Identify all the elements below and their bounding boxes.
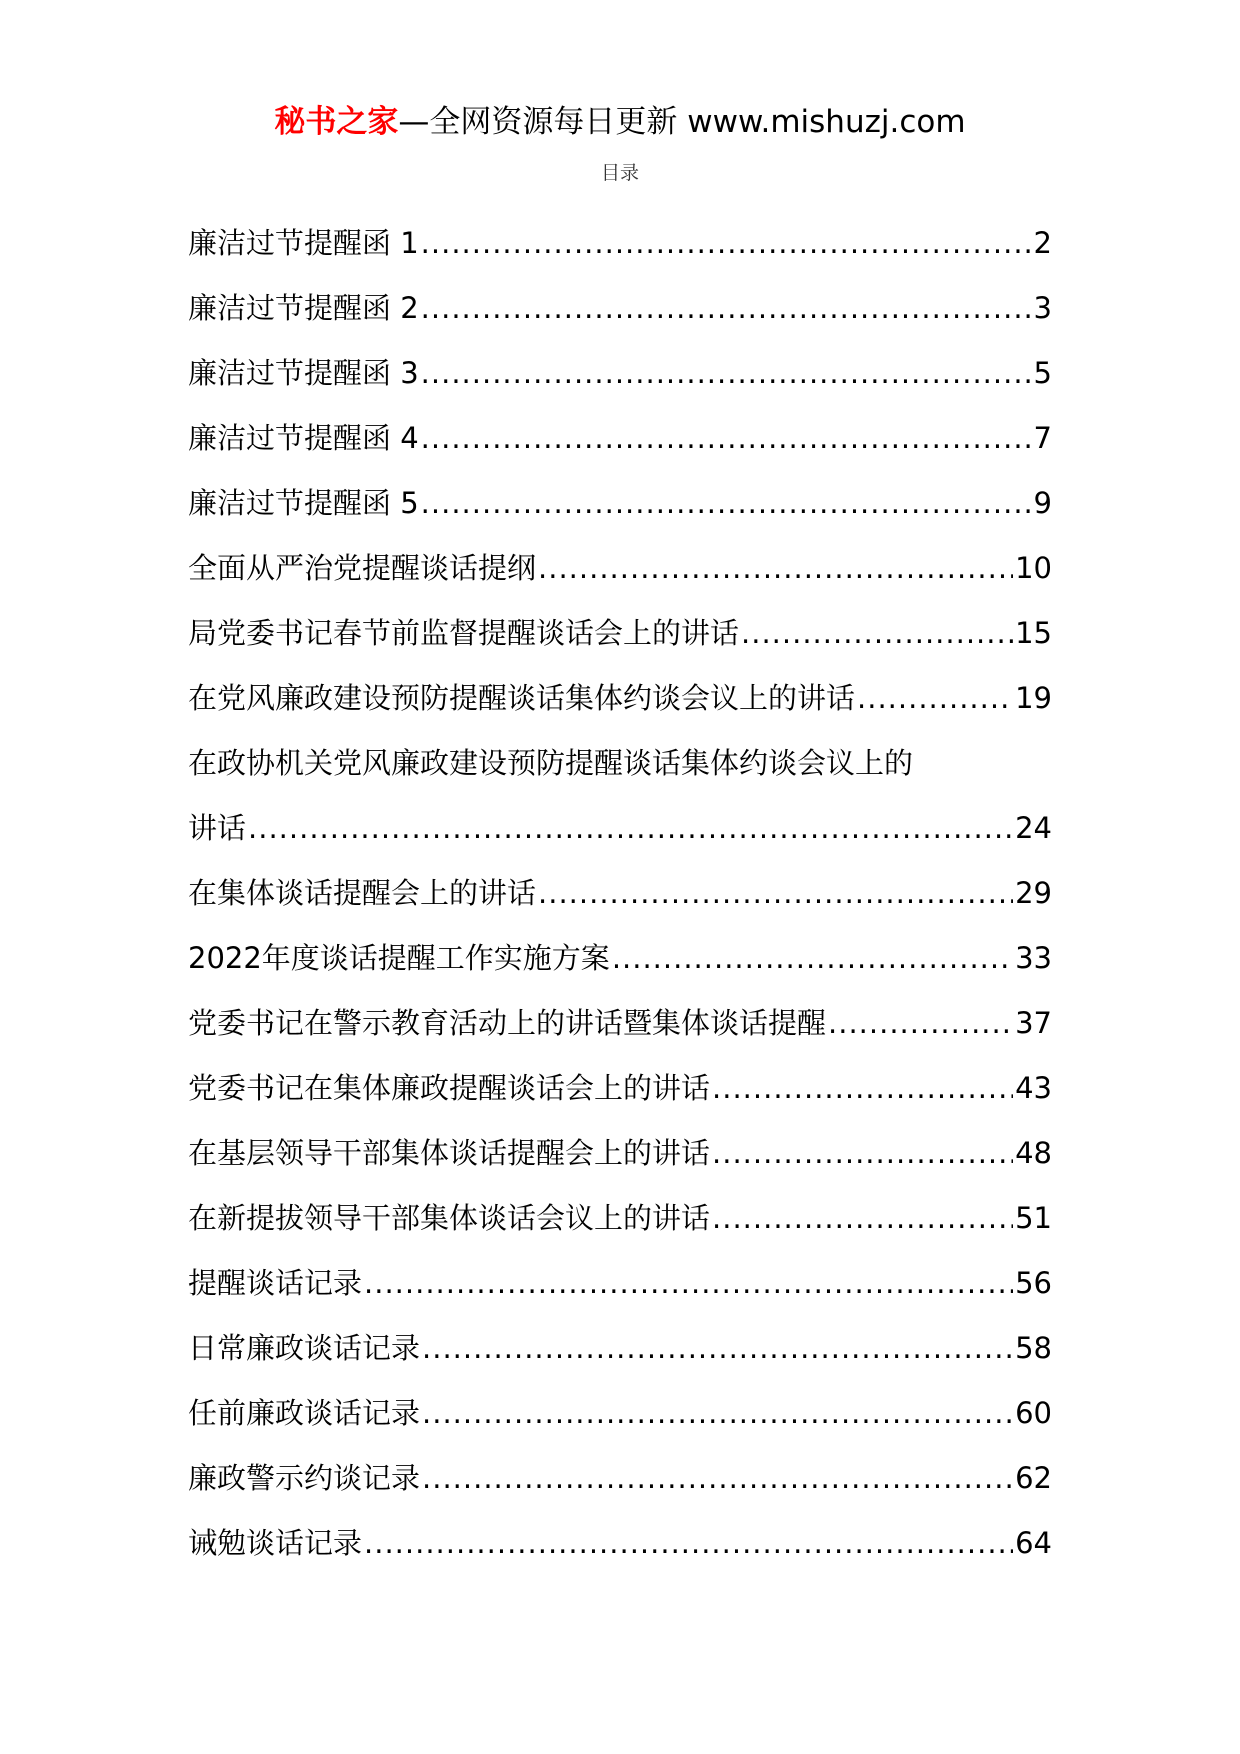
toc-entry-page: 9 <box>1033 486 1052 520</box>
toc-entry-page: 29 <box>1015 876 1052 910</box>
dot-leader <box>538 546 1013 590</box>
toc-entry[interactable] <box>188 200 1052 265</box>
toc-entry[interactable] <box>188 1305 1052 1370</box>
dot-leader <box>364 1521 1013 1565</box>
dot-leader <box>422 1326 1013 1370</box>
toc-entry-page: 51 <box>1015 1201 1052 1235</box>
toc-entry-title: 党委书记在集体廉政提醒谈话会上的讲话 <box>188 1071 711 1105</box>
table-of-contents <box>188 200 1052 1565</box>
toc-entry-page: 62 <box>1015 1461 1052 1495</box>
toc-entry-page: 5 <box>1033 356 1052 390</box>
toc-entry-title: 全面从严治党提醒谈话提纲 <box>188 551 537 585</box>
dot-leader <box>712 1066 1013 1110</box>
toc-entry-title: 局党委书记春节前监督提醒谈话会上的讲话 <box>188 616 740 650</box>
dot-leader <box>828 1001 1013 1045</box>
toc-entry-page: 2 <box>1033 226 1052 260</box>
toc-entry[interactable] <box>188 265 1052 330</box>
toc-entry-page: 19 <box>1015 681 1052 715</box>
toc-entry-page: 33 <box>1015 941 1052 975</box>
dot-leader <box>421 286 1032 330</box>
toc-entry-title: 日常廉政谈话记录 <box>188 1331 421 1365</box>
dot-leader <box>612 936 1013 980</box>
dot-leader <box>421 481 1032 525</box>
dot-leader <box>421 351 1032 395</box>
toc-entry-line1[interactable] <box>188 720 1052 785</box>
toc-entry-page: 58 <box>1015 1331 1052 1365</box>
toc-entry[interactable] <box>188 1500 1052 1565</box>
toc-entry[interactable] <box>188 980 1052 1045</box>
site-header <box>0 102 1240 142</box>
toc-entry-page: 60 <box>1015 1396 1052 1430</box>
header-tagline: —全网资源每日更新 www.mishuzj.com <box>398 104 966 140</box>
toc-entry-page: 64 <box>1015 1526 1052 1560</box>
dot-leader <box>422 1391 1013 1435</box>
toc-entry[interactable] <box>188 915 1052 980</box>
toc-entry-title: 廉洁过节提醒函 1 <box>188 226 419 260</box>
toc-entry-title: 提醒谈话记录 <box>188 1266 363 1300</box>
brand-name: 秘书之家 <box>274 104 399 140</box>
toc-entry-title: 在新提拔领导干部集体谈话会议上的讲话 <box>188 1201 711 1235</box>
dot-leader <box>248 806 1013 850</box>
toc-entry-title: 党委书记在警示教育活动上的讲话暨集体谈话提醒 <box>188 1006 827 1040</box>
dot-leader <box>538 871 1013 915</box>
dot-leader <box>741 611 1013 655</box>
dot-leader <box>857 676 1013 720</box>
toc-entry-page: 56 <box>1015 1266 1052 1300</box>
toc-entry[interactable] <box>188 1175 1052 1240</box>
toc-entry-title: 廉政警示约谈记录 <box>188 1461 421 1495</box>
dot-leader <box>421 221 1032 265</box>
toc-entry-page: 10 <box>1015 551 1052 585</box>
toc-entry[interactable] <box>188 655 1052 720</box>
toc-entry-title: 诫勉谈话记录 <box>188 1526 363 1560</box>
toc-entry-title: 在政协机关党风廉政建设预防提醒谈话集体约谈会议上的 <box>188 746 914 780</box>
toc-entry-page: 15 <box>1015 616 1052 650</box>
dot-leader <box>364 1261 1013 1305</box>
toc-entry-page: 24 <box>1015 811 1052 845</box>
toc-entry-line2[interactable] <box>188 785 1052 850</box>
toc-entry[interactable] <box>188 460 1052 525</box>
toc-entry-title: 廉洁过节提醒函 4 <box>188 421 419 455</box>
toc-entry[interactable] <box>188 1110 1052 1175</box>
toc-entry[interactable] <box>188 1370 1052 1435</box>
toc-entry[interactable] <box>188 1240 1052 1305</box>
toc-entry-title-continued: 讲话 <box>188 811 247 845</box>
toc-entry-page: 7 <box>1033 421 1052 455</box>
toc-entry[interactable] <box>188 850 1052 915</box>
toc-entry-title: 任前廉政谈话记录 <box>188 1396 421 1430</box>
dot-leader <box>422 1456 1013 1500</box>
toc-entry-page: 43 <box>1015 1071 1052 1105</box>
toc-entry-title: 廉洁过节提醒函 3 <box>188 356 419 390</box>
dot-leader <box>421 416 1032 460</box>
toc-entry[interactable] <box>188 1435 1052 1500</box>
toc-entry-page: 37 <box>1015 1006 1052 1040</box>
toc-entry-title: 廉洁过节提醒函 2 <box>188 291 419 325</box>
toc-heading: 目录 <box>600 162 639 184</box>
toc-entry-title: 在集体谈话提醒会上的讲话 <box>188 876 537 910</box>
toc-entry-title: 廉洁过节提醒函 5 <box>188 486 419 520</box>
toc-entry-page: 3 <box>1033 291 1052 325</box>
toc-entry-title: 在基层领导干部集体谈话提醒会上的讲话 <box>188 1136 711 1170</box>
dot-leader <box>712 1131 1013 1175</box>
toc-entry[interactable] <box>188 330 1052 395</box>
toc-entry[interactable] <box>188 590 1052 655</box>
dot-leader <box>712 1196 1013 1240</box>
toc-entry-title: 在党风廉政建设预防提醒谈话集体约谈会议上的讲话 <box>188 681 856 715</box>
toc-entry[interactable] <box>188 395 1052 460</box>
toc-entry[interactable] <box>188 525 1052 590</box>
toc-entry-page: 48 <box>1015 1136 1052 1170</box>
toc-entry-title: 2022年度谈话提醒工作实施方案 <box>188 941 610 975</box>
toc-entry[interactable] <box>188 1045 1052 1110</box>
